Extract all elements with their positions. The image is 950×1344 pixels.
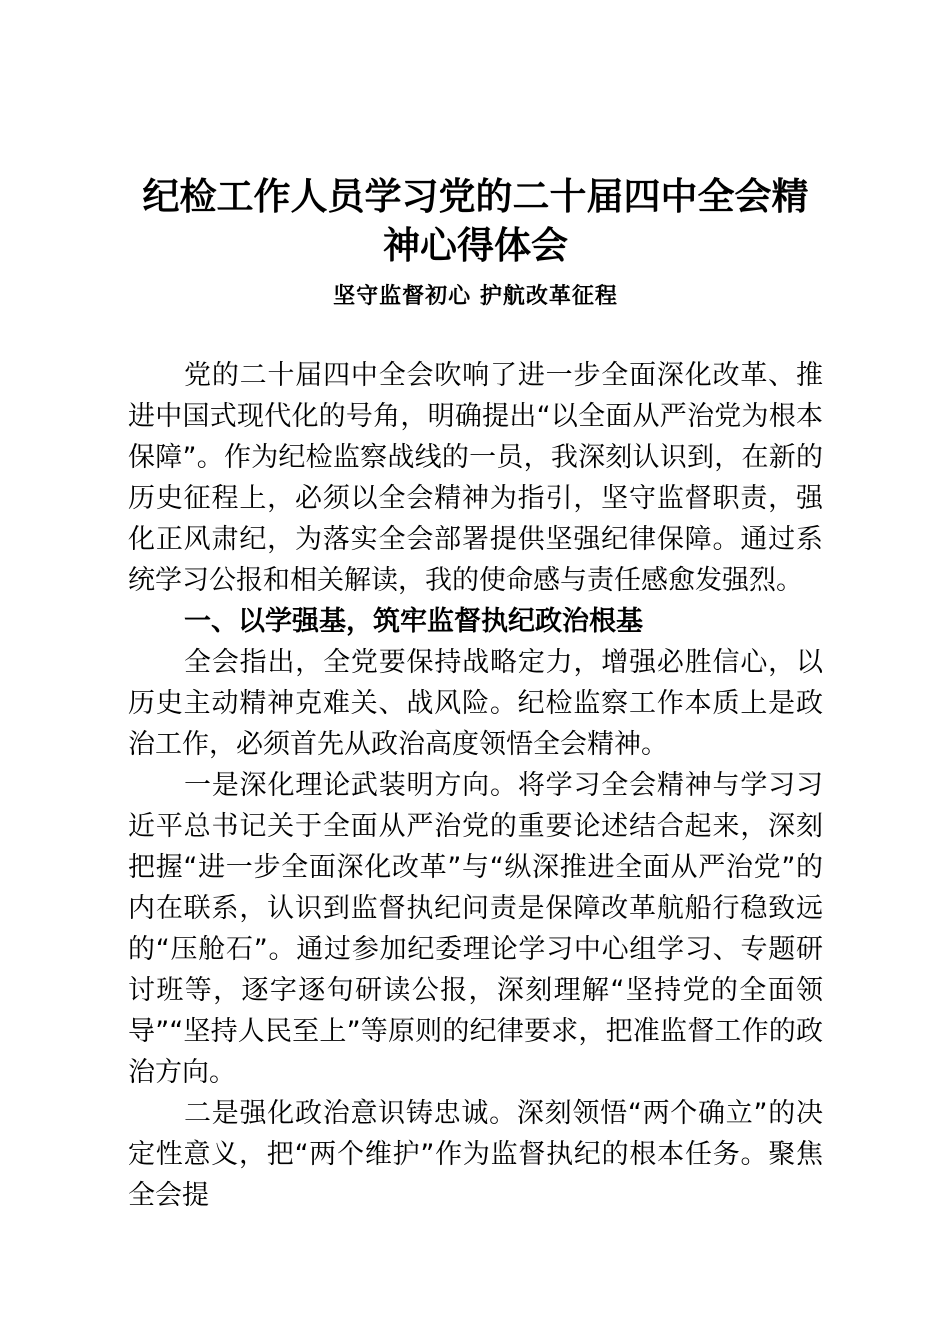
document-body <box>128 312 823 1216</box>
page-content <box>128 0 823 1216</box>
body-paragraph: 党的二十届四中全会吹响了进一步全面深化改革、推进中国式现代化的号角，明确提出“以全面从严治党为根本保障”。作为纪检监察战线的一员，我深刻认识到，在新的历史征程上，必须以全会精神为指引，坚守监督职责，强化正风肃纪，为落实全会部署提供坚强纪律保障。通过系统学习公报和相关解读，我的使命感与责任感愈发强烈。 <box>128 360 823 596</box>
body-paragraph: 一是深化理论武装明方向。将学习全会精神与学习习近平总书记关于全面从严治党的重要论述结合起来，深刻把握“进一步全面深化改革”与“纵深推进全面从严治党”的内在联系，认识到监督执纪问责是保障改革航船行稳致远的“压舱石”。通过参加纪委理论学习中心组学习、专题研讨班等，逐字逐句研读公报，深刻理解“坚持党的全面领导”“坚持人民至上”等原则的纪律要求，把准监督工作的政治方向。 <box>128 770 823 1088</box>
section-heading: 一、以学强基，筑牢监督执纪政治根基 <box>184 606 643 637</box>
page-subtitle: 坚守监督初心 护航改革征程 <box>333 284 618 309</box>
page-title-line-2: 神心得体会 <box>383 223 568 267</box>
page-title-line-1: 纪检工作人员学习党的二十届四中全会精 <box>142 174 809 218</box>
body-paragraph: 全会指出，全党要保持战略定力，增强必胜信心，以历史主动精神克难关、战风险。纪检监察工作本质上是政治工作，必须首先从政治高度领悟全会精神。 <box>128 647 823 760</box>
page-title <box>128 0 823 270</box>
body-paragraph: 二是强化政治意识铸忠诚。深刻领悟“两个确立”的决定性意义，把“两个维护”作为监督执纪的根本任务。聚焦全会提 <box>128 1098 823 1211</box>
